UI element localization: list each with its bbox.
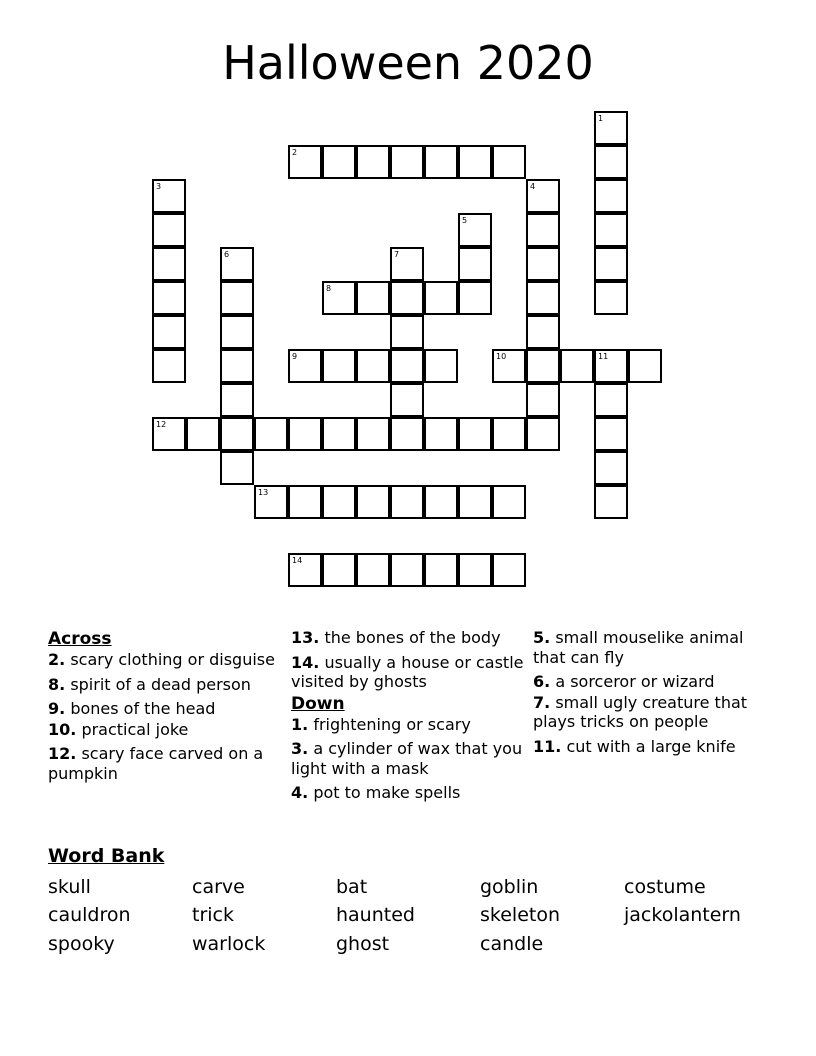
crossword-cell[interactable] bbox=[390, 281, 424, 315]
crossword-cell[interactable] bbox=[526, 213, 560, 247]
crossword-cell[interactable] bbox=[254, 485, 288, 519]
crossword-cell[interactable] bbox=[356, 485, 390, 519]
crossword-cell[interactable] bbox=[492, 417, 526, 451]
crossword-cell[interactable] bbox=[492, 485, 526, 519]
word-bank-word: cauldron bbox=[48, 904, 131, 926]
word-bank-word: skull bbox=[48, 876, 91, 898]
clue-across-8: 8. spirit of a dead person bbox=[48, 674, 251, 694]
crossword-cell[interactable] bbox=[390, 553, 424, 587]
crossword-cell[interactable] bbox=[152, 315, 186, 349]
cell-number: 8 bbox=[326, 284, 332, 293]
crossword-cell[interactable] bbox=[526, 179, 560, 213]
crossword-cell[interactable] bbox=[492, 553, 526, 587]
word-bank-word: costume bbox=[624, 876, 706, 898]
clue-across-9: 9. bones of the head bbox=[48, 699, 216, 718]
crossword-cell[interactable] bbox=[526, 383, 560, 417]
cell-number: 9 bbox=[292, 352, 298, 361]
cell-number: 4 bbox=[530, 182, 536, 191]
crossword-cell[interactable] bbox=[152, 349, 186, 383]
clue-column-3 bbox=[533, 628, 748, 761]
crossword-cell[interactable] bbox=[390, 247, 424, 281]
crossword-cell[interactable] bbox=[526, 315, 560, 349]
crossword-cell[interactable] bbox=[220, 315, 254, 349]
across-header: Across bbox=[48, 629, 112, 649]
cell-number: 7 bbox=[394, 250, 400, 259]
crossword-cell[interactable] bbox=[356, 145, 390, 179]
crossword-cell[interactable] bbox=[594, 281, 628, 315]
crossword-cell[interactable] bbox=[322, 281, 356, 315]
crossword-cell[interactable] bbox=[594, 417, 628, 451]
clue-across-14: 14. usually a house or castle visited by ghosts bbox=[291, 652, 524, 691]
crossword-cell[interactable] bbox=[526, 247, 560, 281]
crossword-cell[interactable] bbox=[288, 553, 322, 587]
crossword-cell[interactable] bbox=[594, 349, 628, 383]
crossword-cell[interactable] bbox=[526, 349, 560, 383]
cell-number: 12 bbox=[156, 420, 167, 429]
crossword-cell[interactable] bbox=[322, 485, 356, 519]
crossword-cell[interactable] bbox=[220, 417, 254, 451]
down-header: Down bbox=[291, 693, 345, 714]
crossword-cell[interactable] bbox=[390, 315, 424, 349]
crossword-cell[interactable] bbox=[288, 417, 322, 451]
cell-number: 10 bbox=[496, 352, 507, 361]
clue-column-1 bbox=[48, 628, 283, 788]
crossword-cell[interactable] bbox=[594, 485, 628, 519]
crossword-cell[interactable] bbox=[594, 451, 628, 485]
cell-number: 13 bbox=[258, 488, 269, 497]
crossword-cell[interactable] bbox=[220, 247, 254, 281]
crossword-cell[interactable] bbox=[594, 213, 628, 247]
crossword-cell[interactable] bbox=[254, 417, 288, 451]
clue-down-3: 3. a cylinder of wax that you light with a mask bbox=[291, 739, 523, 778]
clue-down-7: 7. small ugly creature that plays tricks on people bbox=[533, 692, 748, 731]
word-bank-word: jackolantern bbox=[624, 904, 741, 926]
clue-across-12: 12. scary face carved on a pumpkin bbox=[48, 744, 264, 783]
clue-down-1: 1. frightening or scary bbox=[291, 714, 471, 734]
crossword-cell[interactable] bbox=[594, 111, 628, 145]
crossword-cell[interactable] bbox=[356, 417, 390, 451]
word-bank-word: candle bbox=[480, 933, 544, 955]
crossword-cell[interactable] bbox=[492, 349, 526, 383]
word-bank-word: haunted bbox=[336, 904, 415, 926]
clue-down-11: 11. cut with a large knife bbox=[533, 736, 736, 756]
word-bank-word: ghost bbox=[336, 933, 390, 955]
crossword-cell[interactable] bbox=[288, 485, 322, 519]
crossword-cell[interactable] bbox=[424, 145, 458, 179]
crossword-cell[interactable] bbox=[152, 179, 186, 213]
crossword-cell[interactable] bbox=[424, 349, 458, 383]
crossword-cell[interactable] bbox=[186, 417, 220, 451]
clue-down-4: 4. pot to make spells bbox=[291, 783, 461, 802]
crossword-cell[interactable] bbox=[220, 349, 254, 383]
crossword-cell[interactable] bbox=[594, 145, 628, 179]
crossword-cell[interactable] bbox=[220, 383, 254, 417]
crossword-cell[interactable] bbox=[458, 145, 492, 179]
crossword-cell[interactable] bbox=[424, 417, 458, 451]
page-title: Halloween 2020 bbox=[222, 36, 594, 90]
crossword-cell[interactable] bbox=[390, 349, 424, 383]
clue-across-2: 2. scary clothing or disguise bbox=[48, 650, 275, 669]
crossword-cell[interactable] bbox=[220, 281, 254, 315]
crossword-cell[interactable] bbox=[152, 213, 186, 247]
crossword-cell[interactable] bbox=[356, 553, 390, 587]
crossword-cell[interactable] bbox=[322, 553, 356, 587]
crossword-cell[interactable] bbox=[356, 349, 390, 383]
crossword-cell[interactable] bbox=[356, 281, 390, 315]
cell-number: 6 bbox=[224, 250, 230, 259]
crossword-cell[interactable] bbox=[322, 417, 356, 451]
crossword-cell[interactable] bbox=[322, 349, 356, 383]
crossword-cell[interactable] bbox=[390, 383, 424, 417]
crossword-cell[interactable] bbox=[288, 145, 322, 179]
word-bank-word: goblin bbox=[480, 876, 539, 898]
clue-column-2 bbox=[291, 628, 531, 808]
crossword-cell[interactable] bbox=[492, 145, 526, 179]
word-bank-word: skeleton bbox=[480, 904, 560, 926]
clue-down-5: 5. small mouselike animal that can fly bbox=[533, 628, 744, 667]
crossword-cell[interactable] bbox=[594, 179, 628, 213]
crossword-cell[interactable] bbox=[424, 485, 458, 519]
word-bank-title: Word Bank bbox=[48, 845, 165, 867]
crossword-cell[interactable] bbox=[458, 213, 492, 247]
crossword-cell[interactable] bbox=[594, 383, 628, 417]
crossword-cell[interactable] bbox=[458, 485, 492, 519]
crossword-cell[interactable] bbox=[424, 553, 458, 587]
crossword-cell[interactable] bbox=[458, 417, 492, 451]
crossword-cell[interactable] bbox=[220, 451, 254, 485]
cell-number: 14 bbox=[292, 556, 303, 565]
crossword-cell[interactable] bbox=[390, 417, 424, 451]
word-bank-word: bat bbox=[336, 876, 368, 898]
crossword-cell[interactable] bbox=[424, 281, 458, 315]
clue-down-6: 6. a sorceror or wizard bbox=[533, 672, 715, 691]
crossword-cell[interactable] bbox=[390, 485, 424, 519]
word-bank-word: spooky bbox=[48, 933, 115, 955]
crossword-cell[interactable] bbox=[390, 145, 424, 179]
crossword-cell[interactable] bbox=[458, 281, 492, 315]
cell-number: 3 bbox=[156, 182, 162, 191]
clue-across-13: 13. the bones of the body bbox=[291, 628, 501, 647]
crossword-cell[interactable] bbox=[152, 281, 186, 315]
crossword-cell[interactable] bbox=[594, 247, 628, 281]
crossword-cell[interactable] bbox=[322, 145, 356, 179]
crossword-cell[interactable] bbox=[458, 247, 492, 281]
word-bank-word: trick bbox=[192, 904, 234, 926]
crossword-cell[interactable] bbox=[152, 417, 186, 451]
word-bank-word: carve bbox=[192, 876, 245, 898]
cell-number: 11 bbox=[598, 352, 609, 361]
crossword-cell[interactable] bbox=[152, 247, 186, 281]
word-bank-word: warlock bbox=[192, 933, 266, 955]
crossword-cell[interactable] bbox=[458, 553, 492, 587]
crossword-cell[interactable] bbox=[526, 281, 560, 315]
cell-number: 2 bbox=[292, 148, 298, 157]
cell-number: 5 bbox=[462, 216, 468, 225]
crossword-cell[interactable] bbox=[628, 349, 662, 383]
crossword-cell[interactable] bbox=[526, 417, 560, 451]
crossword-cell[interactable] bbox=[560, 349, 594, 383]
clue-across-10: 10. practical joke bbox=[48, 719, 189, 739]
cell-number: 1 bbox=[598, 114, 604, 123]
crossword-cell[interactable] bbox=[288, 349, 322, 383]
